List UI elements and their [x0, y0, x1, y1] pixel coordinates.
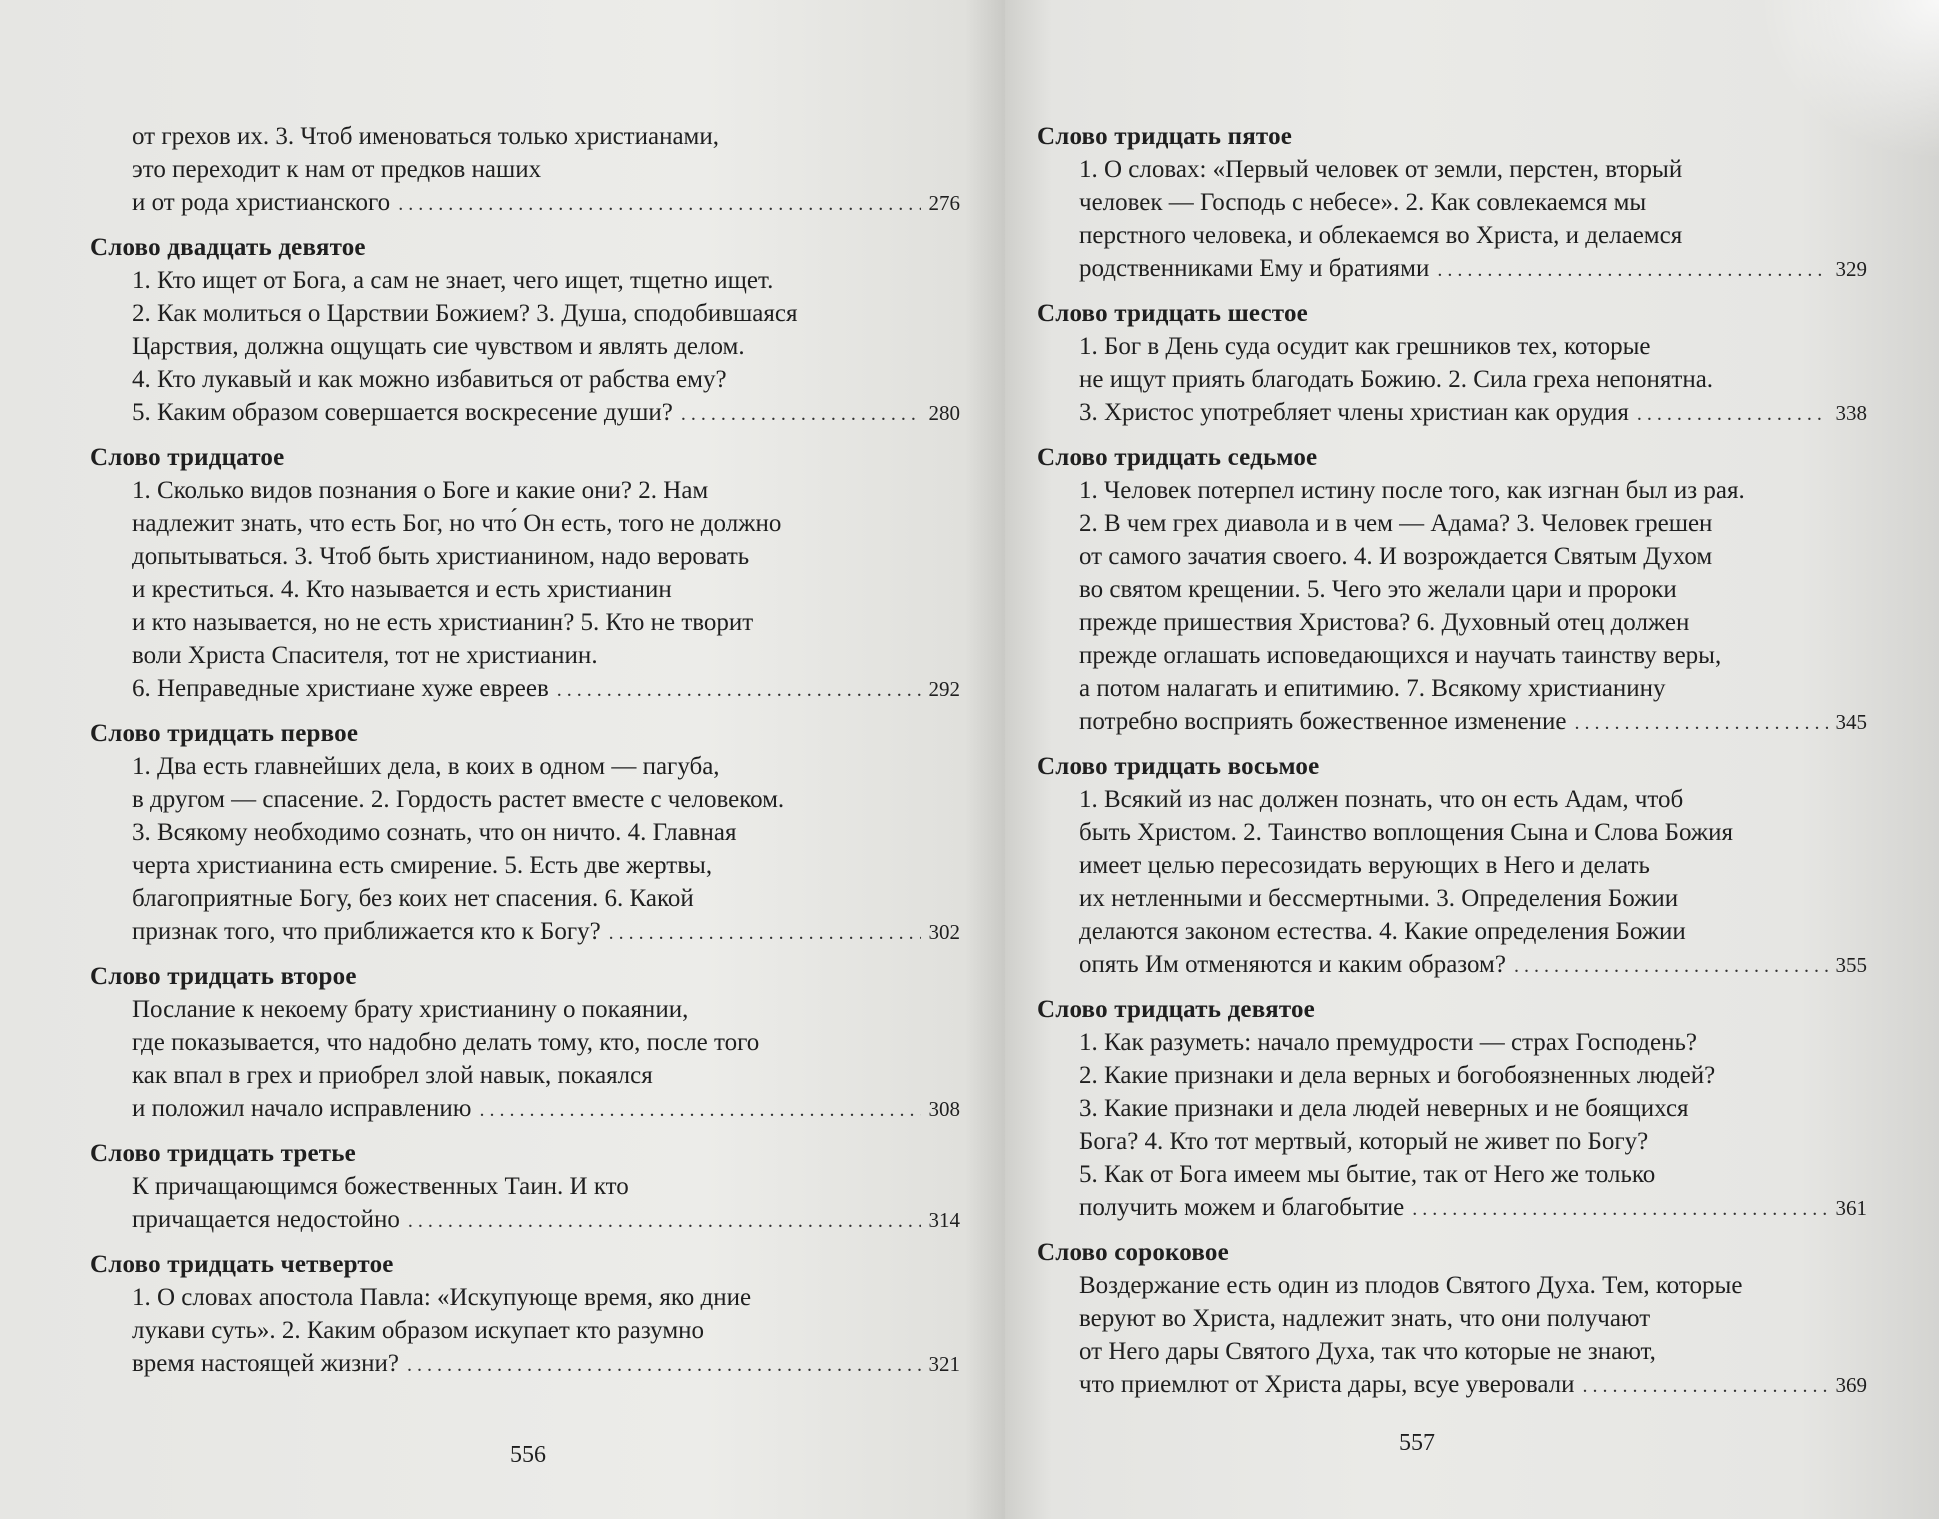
toc-line: 4. Кто лукавый и как можно избавиться от рабства ему?: [132, 366, 727, 393]
toc-line-text: опять Им отменяются и каким образом?: [1079, 951, 1506, 978]
toc-line: прежде пришествия Христова? 6. Духовный отец должен: [1079, 609, 1690, 636]
dot-leader: [407, 1349, 920, 1382]
section-heading: Слово тридцать четвертое: [90, 1251, 394, 1278]
toc-line-text: причащается недостойно: [132, 1206, 400, 1233]
toc-entry: [90, 717, 960, 950]
toc-line: благоприятные Богу, без коих нет спасения. 6. Какой: [132, 885, 694, 912]
page-number: 369: [1835, 1373, 1867, 1397]
toc-line-text: 6. Неправедные христиане хуже евреев: [132, 675, 549, 702]
toc-entry: [90, 441, 960, 707]
toc-entry: [90, 231, 960, 431]
toc-entry: [1037, 297, 1867, 431]
page-number: 292: [928, 677, 960, 701]
page-number: 345: [1835, 710, 1867, 734]
toc-line: 1. Сколько видов познания о Боге и какие они? 2. Нам: [132, 477, 709, 504]
section-heading: Слово тридцать первое: [90, 720, 359, 747]
toc-entry: [1037, 120, 1867, 287]
toc-line-last: [90, 1092, 960, 1127]
toc-line-text: 5. Каким образом совершается воскресение души?: [132, 399, 673, 426]
page-number: 314: [928, 1208, 960, 1232]
page-number: 321: [928, 1352, 960, 1376]
page-number: 329: [1835, 257, 1867, 281]
toc-line: как впал в грех и приобрел злой навык, покаялся: [132, 1062, 653, 1089]
toc-line: и кто называется, но не есть христианин? 5. Кто не творит: [132, 609, 754, 636]
toc-line-text: и положил начало исправлению: [132, 1095, 472, 1122]
right-toc-column: [1037, 120, 1867, 1413]
toc-line: где показывается, что надобно делать тому, кто, после того: [132, 1029, 760, 1056]
toc-line-last: [1037, 948, 1867, 983]
toc-line: Послание к некоему брату христианину о покаянии,: [132, 996, 689, 1023]
toc-line: быть Христом. 2. Таинство воплощения Сына и Слова Божия: [1079, 819, 1733, 846]
dot-leader: [1637, 398, 1828, 431]
toc-line-last: [1037, 396, 1867, 431]
toc-line: от Него дары Святого Духа, так что которые не знают,: [1079, 1338, 1656, 1365]
toc-line: 5. Как от Бога имеем мы бытие, так от Него же только: [1079, 1161, 1656, 1188]
toc-line-last: [90, 1347, 960, 1382]
dot-leader: [1583, 1370, 1828, 1403]
page-folio: 556: [510, 1442, 546, 1468]
toc-entry: [90, 960, 960, 1127]
toc-line-text: 3. Христос употребляет члены христиан как орудия: [1079, 399, 1629, 426]
toc-line: 1. Бог в День суда осудит как грешников тех, которые: [1079, 333, 1651, 360]
toc-line-last: [90, 672, 960, 707]
section-heading: Слово тридцатое: [90, 444, 285, 471]
dot-leader: [1412, 1193, 1827, 1226]
toc-line: 1. Как разуметь: начало премудрости — страх Господень?: [1079, 1029, 1697, 1056]
page-number: 280: [928, 401, 960, 425]
dot-leader: [408, 1205, 921, 1238]
toc-line: надлежит знать, что есть Бог, но что́ Он есть, того не должно: [132, 510, 782, 537]
section-heading: Слово тридцать шестое: [1037, 300, 1308, 327]
right-page: [1005, 0, 1939, 1519]
toc-line: Бога? 4. Кто тот мертвый, который не живет по Богу?: [1079, 1128, 1649, 1155]
toc-line: 2. В чем грех диавола и в чем — Адама? 3. Человек грешен: [1079, 510, 1713, 537]
toc-line: К причащающимся божественных Таин. И кто: [132, 1173, 629, 1200]
toc-line: допытываться. 3. Чтоб быть христианином, надо веровать: [132, 543, 750, 570]
toc-line: воли Христа Спасителя, тот не христианин.: [132, 642, 598, 669]
toc-line: их нетленными и бессмертными. 3. Определения Божии: [1079, 885, 1679, 912]
dot-leader: [557, 674, 921, 707]
page-number: 302: [928, 920, 960, 944]
toc-line: и креститься. 4. Кто называется и есть христианин: [132, 576, 672, 603]
toc-line-last: [90, 915, 960, 950]
toc-line: 1. Кто ищет от Бога, а сам не знает, чего ищет, тщетно ищет.: [132, 267, 774, 294]
toc-line-text: время настоящей жизни?: [132, 1350, 400, 1377]
toc-line: имеет целью пересозидать верующих в Него и делать: [1079, 852, 1650, 879]
toc-line: лукави суть». 2. Каким образом искупает кто разумно: [132, 1317, 705, 1344]
toc-line-text: признак того, что приближается кто к Богу?: [132, 918, 601, 945]
toc-line: от самого зачатия своего. 4. И возрождается Святым Духом: [1079, 543, 1713, 570]
toc-entry: [1037, 441, 1867, 740]
toc-line: не ищут приять благодать Божию. 2. Сила греха непонятна.: [1079, 366, 1714, 393]
toc-line: это переходит к нам от предков наших: [132, 156, 542, 183]
page-number: 338: [1835, 401, 1867, 425]
toc-entry: [1037, 750, 1867, 983]
toc-line-text: родственниками Ему и братиями: [1079, 255, 1430, 282]
toc-line: перстного человека, и облекаемся во Христа, и делаемся: [1079, 222, 1683, 249]
toc-line-text: что приемлют от Христа дары, всуе уверовали: [1079, 1371, 1575, 1398]
section-heading: Слово тридцать седьмое: [1037, 444, 1318, 471]
dot-leader: [1514, 950, 1828, 983]
toc-line: делаются законом естества. 4. Какие определения Божии: [1079, 918, 1686, 945]
toc-line: прежде оглашать исповедающихся и научать таинству веры,: [1079, 642, 1722, 669]
toc-line: в другом — спасение. 2. Гордость растет вместе с человеком.: [132, 786, 785, 813]
toc-line-last: [90, 396, 960, 431]
page-number: 361: [1835, 1196, 1867, 1220]
toc-entry: [90, 1248, 960, 1382]
toc-line: 3. Всякому необходимо сознать, что он ничто. 4. Главная: [132, 819, 737, 846]
toc-line: черта христианина есть смирение. 5. Есть две жертвы,: [132, 852, 713, 879]
toc-line-last: [1037, 1191, 1867, 1226]
toc-line: 1. Два есть главнейших дела, в коих в одном — пагуба,: [132, 753, 720, 780]
section-heading: Слово тридцать восьмое: [1037, 753, 1320, 780]
page-folio: 557: [1399, 1430, 1435, 1456]
section-heading: Слово тридцать третье: [90, 1140, 356, 1167]
toc-line: 1. Всякий из нас должен познать, что он есть Адам, чтоб: [1079, 786, 1684, 813]
toc-line: человек — Господь с небесе». 2. Как совлекаемся мы: [1079, 189, 1647, 216]
toc-line-text: потребно восприять божественное изменение: [1079, 708, 1567, 735]
toc-entry: [90, 120, 960, 221]
toc-line-last: [90, 186, 960, 221]
toc-line: 3. Какие признаки и дела людей неверных и не боящихся: [1079, 1095, 1689, 1122]
dot-leader: [1575, 707, 1828, 740]
toc-line-last: [1037, 705, 1867, 740]
toc-line: 1. О словах апостола Павла: «Искупующе время, яко дние: [132, 1284, 752, 1311]
toc-line: Царствия, должна ощущать сие чувством и являть делом.: [132, 333, 745, 360]
left-toc-column: [90, 120, 960, 1392]
section-heading: Слово тридцать девятое: [1037, 996, 1315, 1023]
page-number: 355: [1835, 953, 1867, 977]
toc-line-text: получить можем и благобытие: [1079, 1194, 1405, 1221]
section-heading: Слово тридцать пятое: [1037, 123, 1293, 150]
section-heading: Слово сороковое: [1037, 1239, 1229, 1266]
toc-line: 1. Человек потерпел истину после того, как изгнан был из рая.: [1079, 477, 1745, 504]
dot-leader: [398, 188, 920, 221]
dot-leader: [609, 917, 921, 950]
toc-line: 1. О словах: «Первый человек от земли, перстен, вторый: [1079, 156, 1683, 183]
toc-entry: [90, 1137, 960, 1238]
dot-leader: [479, 1094, 920, 1127]
toc-line: 2. Как молиться о Царствии Божием? 3. Душа, сподобившаяся: [132, 300, 798, 327]
page-number: 308: [928, 1097, 960, 1121]
section-heading: Слово двадцать девятое: [90, 234, 366, 261]
toc-line-last: [90, 1203, 960, 1238]
dot-leader: [1437, 254, 1827, 287]
toc-entry: [1037, 993, 1867, 1226]
toc-line: веруют во Христа, надлежит знать, что они получают: [1079, 1305, 1651, 1332]
page-number: 276: [928, 191, 960, 215]
toc-line: Воздержание есть один из плодов Святого Духа. Тем, которые: [1079, 1272, 1743, 1299]
toc-line: а потом налагать и епитимию. 7. Всякому христианину: [1079, 675, 1666, 702]
toc-entry: [1037, 1236, 1867, 1403]
toc-line: 2. Какие признаки и дела верных и богобоязненных людей?: [1079, 1062, 1716, 1089]
section-heading: Слово тридцать второе: [90, 963, 357, 990]
toc-line-last: [1037, 1368, 1867, 1403]
toc-line-last: [1037, 252, 1867, 287]
toc-line: от грехов их. 3. Чтоб именоваться только христианами,: [132, 123, 719, 150]
toc-line: во святом крещении. 5. Чего это желали цари и пророки: [1079, 576, 1677, 603]
toc-line-text: и от рода христианского: [132, 189, 391, 216]
dot-leader: [681, 398, 921, 431]
